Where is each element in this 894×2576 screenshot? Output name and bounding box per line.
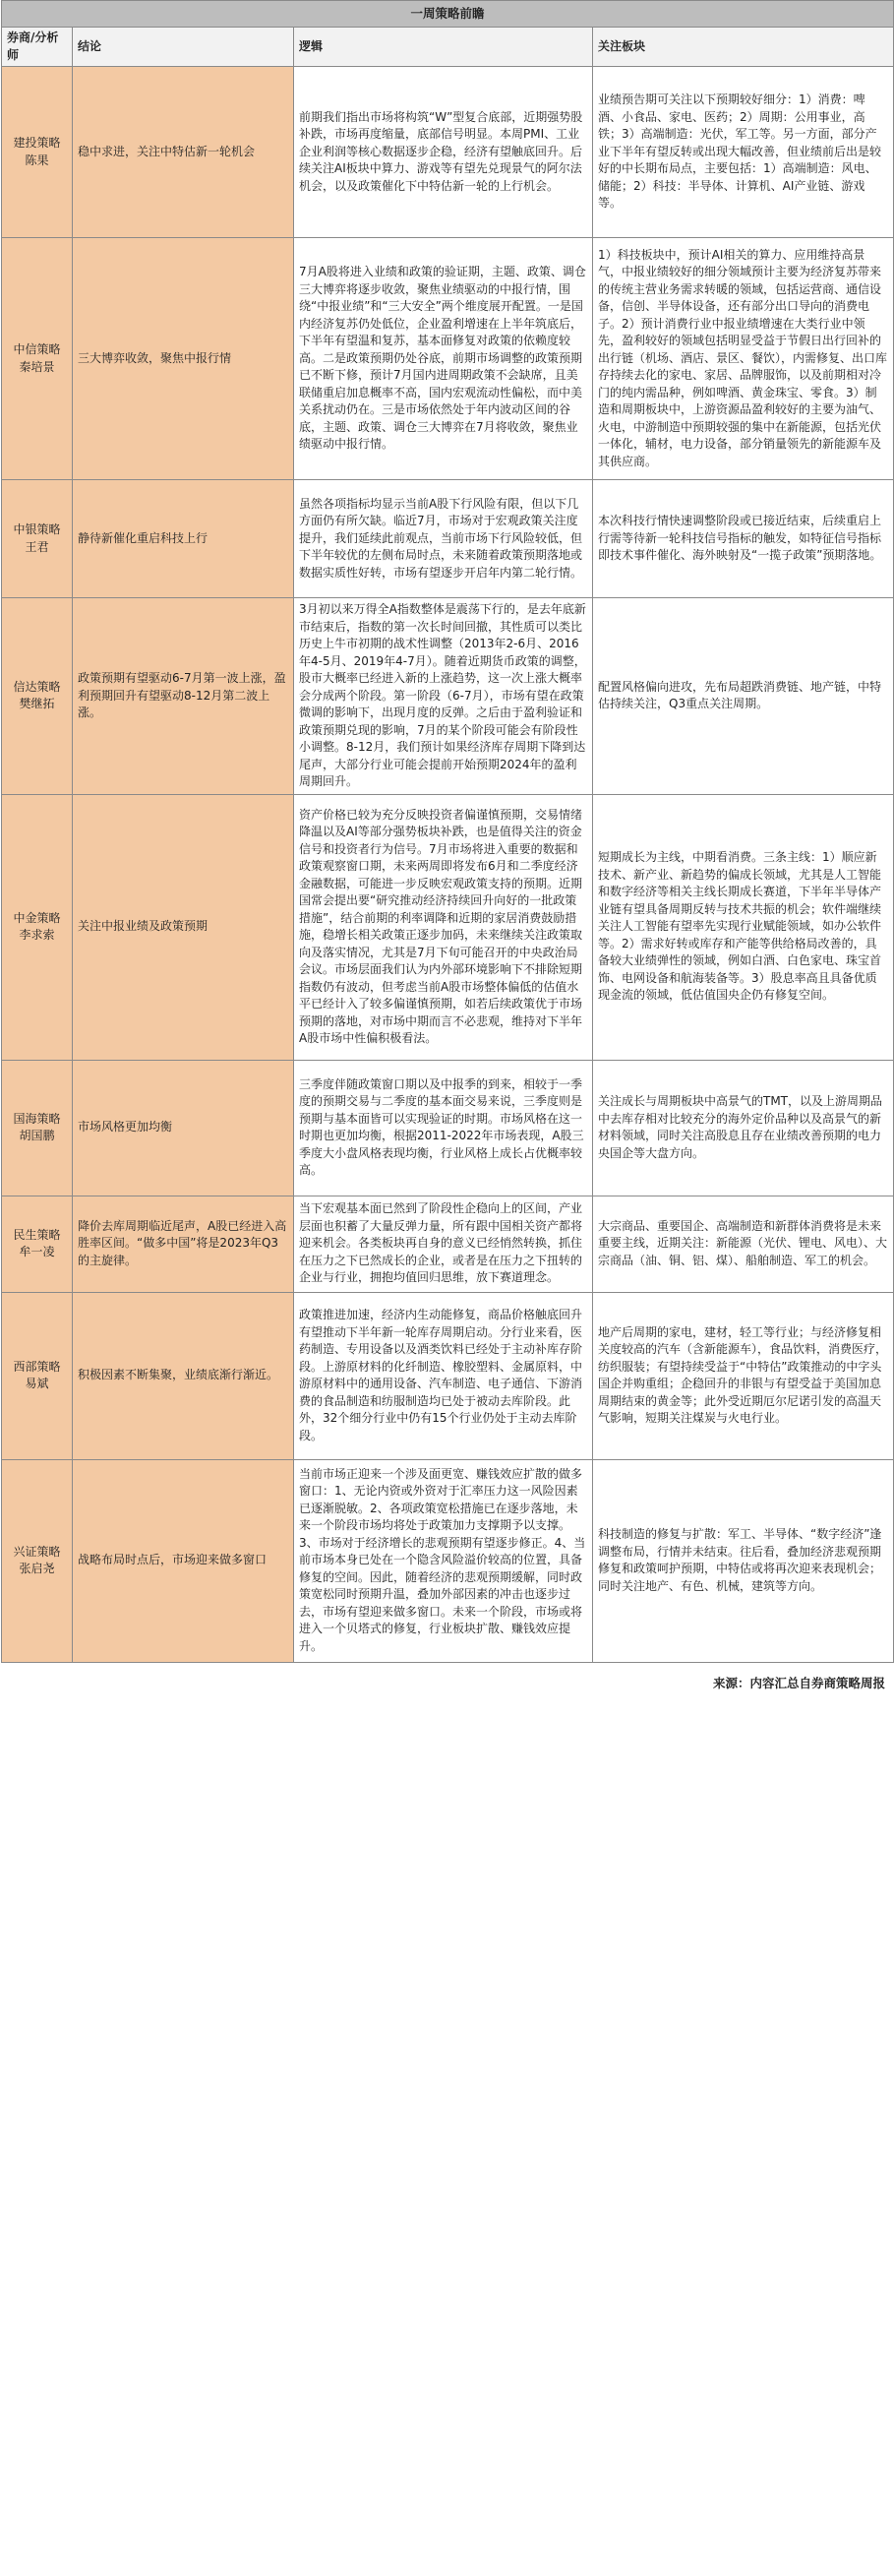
- table-row: [2, 1060, 894, 1196]
- conclusion-cell: 市场风格更加均衡: [73, 1060, 294, 1196]
- header-logic: 逻辑: [294, 28, 593, 67]
- analyst-name: 秦培景: [19, 359, 55, 374]
- conclusion-cell: 战略布局时点后，市场迎来做多窗口: [73, 1459, 294, 1662]
- logic-cell: 前期我们指出市场将构筑“W”型复合底部，近期强势股补跌，市场再度缩量，底部信号明显。本周PMI、工业企业利润等核心数据逐步企稳，经济有望触底回升。后续关注AI板块中算力、游戏等有望先兑现景气的阿尔法机会，以及政策催化下中特估新一轮的上行机会。: [294, 67, 593, 238]
- sectors-cell: 短期成长为主线，中期看消费。三条主线：1）顺应新技术、新产业、新趋势的偏成长领域，尤其是人工智能和数字经济等相关主线长期成长赛道，下半年半导体产业链有望具备周期反转与技术共振的机会；软件端继续关注人工智能有望率先实现行业赋能领域，如办公软件等。2）需求好转或库存和产能等供给格局改善的，具备较大业绩弹性的领域，例如白酒、白色家电、珠宝首饰、电网设备和航海装备等。3）股息率高且具备优质现金流的领域，低估值国央企仍有修复空间。: [593, 794, 894, 1060]
- analyst-name: 易斌: [25, 1377, 49, 1390]
- logic-cell: 当前市场正迎来一个涉及面更宽、赚钱效应扩散的做多窗口：1、无论内资或外资对于汇率压力这一风险因素已逐渐脱敏。2、各项政策宽松措施已在逐步落地，未来一个阶段市场均将处于政策加力支撑期予以支撑。3、市场对于经济增长的悲观预期有望逐步修正。4、当前市场本身已处在一个隐含风险溢价较高的位置，具备修复的空间。因此，随着经济的悲观预期缓解，同时政策宽松同时预期升温，叠加外部因素的冲击也逐步过去，市场有望迎来做多窗口。未来一个阶段，市场或将进入一个贝塔式的修复，行业板块扩散、赚钱效应提升。: [294, 1459, 593, 1662]
- firm-cell: [2, 1459, 73, 1662]
- firm-name: 信达策略: [13, 679, 61, 694]
- logic-cell: 政策推进加速，经济内生动能修复，商品价格触底回升有望推动下半年新一轮库存周期启动。分行业来看，医药制造、专用设备以及酒类饮料已经处于主动补库存阶段。上游原材料的化纤制造、橡胶塑料、金属原料，中游原材料中的通用设备、汽车制造、电子通信、下游消费的食品制造和纺服制造均已处于被动去库阶段。此外，32个细分行业中仍有15个行业仍处于主动去库阶段。: [294, 1292, 593, 1459]
- table-row: [2, 480, 894, 598]
- logic-cell: 资产价格已较为充分反映投资者偏谨慎预期，交易情绪降温以及AI等部分强势板块补跌，也是值得关注的资金信号和投资者行为信号。7月市场将进入重要的数据和政策观察窗口期，未来两周即将发布6月和二季度经济金融数据，可能进一步反映宏观政策支持的预期。近期国常会提出要“研究推动经济持续回升向好的一批政策措施”，结合前期的利率调降和近期的家居消费鼓励措施，稳增长相关政策正逐步加码，未来继续关注政策取向及落实情况，尤其是7月下旬可能召开的中央政治局会议。市场层面我们认为内外部环境影响下不排除短期指数仍有波动，但考虑当前A股市场整体偏低的估值水平已经计入了较多偏谨慎预期，如若后续政策优于市场预期的落地，对市场中期而言不必悲观，维持对下半年A股市场中性偏积极看法。: [294, 794, 593, 1060]
- conclusion-cell: 降价去库周期临近尾声，A股已经进入高胜率区间。“做多中国”将是2023年Q3的主旋律。: [73, 1196, 294, 1292]
- sectors-cell: 关注成长与周期板块中高景气的TMT，以及上游周期品中去库存相对比较充分的海外定价品种以及高景气的新材料领域，同时关注高股息且存在业绩改善预期的电力央国企等大盘方向。: [593, 1060, 894, 1196]
- analyst-name: 牟一凌: [19, 1245, 55, 1258]
- firm-name: 中金策略: [13, 910, 61, 925]
- sectors-cell: 1）科技板块中，预计AI相关的算力、应用维持高景气，中报业绩较好的细分领域预计主要为经济复苏带来的传统主营业务需求转暖的领域，包括运营商、通信设备，信创、半导体设备，还有部分出口导向的消费电子。2）预计消费行业中报业绩增速在大类行业中领先，盈利较好的领域包括明显受益于节假日出行回补的出行链（机场、酒店、景区、餐饮），内需修复、出口库存持续去化的家电、家居、品牌服饰，以及前期相对冷门的纯内需品种，例如啤酒、黄金珠宝、零食。3）制造和周期板块中，上游资源品盈利较好的主要为油气、火电，中游制造中预期较强的集中在新能源，包括光伏一体化，辅材，电力设备，部分销量领先的新能源车及其供应商。: [593, 238, 894, 480]
- conclusion-cell: 静待新催化重启科技上行: [73, 480, 294, 598]
- conclusion-cell: 三大博弈收敛，聚焦中报行情: [73, 238, 294, 480]
- firm-name: 中信策略: [13, 342, 61, 356]
- firm-name: 中银策略: [13, 522, 61, 536]
- header-firm: 券商/分析师: [2, 28, 73, 67]
- table-title-row: [2, 1, 894, 28]
- firm-name: 国海策略: [13, 1111, 61, 1126]
- analyst-name: 李求索: [19, 928, 55, 942]
- analyst-name: 张启尧: [19, 1562, 55, 1575]
- logic-cell: 当下宏观基本面已然到了阶段性企稳向上的区间，产业层面也积蓄了大量反弹力量，所有跟中国相关资产都将迎来机会。各类板块再自身的意义已经悄然转换，抓住在压力之下已然成长的企业，或者是在压力之下扭转的企业与行业，拥抱均值回归思维，放下赛道理念。: [294, 1196, 593, 1292]
- strategy-table: [1, 0, 894, 1663]
- strategy-summary-page: [1, 0, 893, 1704]
- sectors-cell: 大宗商品、重要国企、高端制造和新群体消费将是未来重要主线，近期关注：新能源（光伏、锂电、风电）、大宗商品（油、铜、铝、煤）、船舶制造、军工的机会。: [593, 1196, 894, 1292]
- sectors-cell: 地产后周期的家电，建材，轻工等行业；与经济修复相关度较高的汽车（含新能源车），食品饮料，消费医疗，纺织服装；有望持续受益于“中特估”政策推动的中字头国企并购重组；企稳回升的非银与有望受益于美国加息周期结束的黄金等；此外受近期厄尔尼诺引发的高温天气影响，短期关注煤炭与火电行业。: [593, 1292, 894, 1459]
- header-sectors: 关注板块: [593, 28, 894, 67]
- sectors-cell: 配置风格偏向进攻，先布局超跌消费链、地产链，中特估持续关注，Q3重点关注周期。: [593, 598, 894, 795]
- analyst-name: 陈果: [25, 153, 49, 167]
- conclusion-cell: 稳中求进，关注中特估新一轮机会: [73, 67, 294, 238]
- firm-name: 兴证策略: [13, 1544, 61, 1559]
- analyst-name: 王君: [25, 539, 49, 554]
- table-row: [2, 794, 894, 1060]
- firm-cell: [2, 794, 73, 1060]
- analyst-name: 樊继拓: [19, 697, 55, 711]
- table-header-row: [2, 28, 894, 67]
- logic-cell: 三季度伴随政策窗口期以及中报季的到来，相较于一季度的预期交易与二季度的基本面交易来说，三季度则是预期与基本面皆可以实现验证的时期。市场风格在这一时期也更加均衡，根据2011-2022年市场表现，A股三季度大小盘风格表现均衡，行业风格上成长占优概率较高。: [294, 1060, 593, 1196]
- logic-cell: 3月初以来万得全A指数整体是震荡下行的，是去年底新市结束后，指数的第一次长时间回撤，其性质可以类比历史上牛市初期的战术性调整（2013年2-6月、2016年4-5月、2019年4-7月）。随着近期货币政策的调整，股市大概率已经进入新的上涨趋势，这一次上涨大概率会分成两个阶段。第一阶段（6-7月），市场有望在政策微调的影响下，出现月度的反弹。之后由于盈利验证和政策预期兑现的影响，7月的某个阶段可能会有阶段性小调整。8-12月，我们预计如果经济库存周期下降到达尾声，大部分行业可能会提前开始预期2024年的盈利周期回升。: [294, 598, 593, 795]
- sectors-cell: 科技制造的修复与扩散：军工、半导体、“数字经济”逢调整布局，行情并未结束。往后看，叠加经济悲观预期修复和政策呵护预期，中特估或将再次迎来表现机会；同时关注地产、有色、机械，建筑等方向。: [593, 1459, 894, 1662]
- firm-cell: [2, 598, 73, 795]
- table-row: [2, 67, 894, 238]
- table-row: [2, 1459, 894, 1662]
- table-row: [2, 1292, 894, 1459]
- logic-cell: 7月A股将进入业绩和政策的验证期，主题、政策、调仓三大博弈将逐步收敛，聚焦业绩驱动的中报行情，围绕“中报业绩”和“三大安全”两个维度展开配置。一是国内经济复苏仍处低位，企业盈利增速在上半年筑底后，下半年有望温和复苏，基本面修复对政策的依赖度较高。二是政策预期仍处谷底，前期市场调整的政策预期已不断下修，预计7月国内进周期政策不会缺席，且美联储重启加息概率不高，国内宏观流动性偏松，而中美关系扰动仍在。三是市场依然处于年内波动区间的谷底，主题、政策、调仓三大博弈在7月将收敛，聚焦业绩驱动中报行情。: [294, 238, 593, 480]
- sectors-cell: 业绩预告期可关注以下预期较好细分：1）消费：啤酒、小食品、家电、医药；2）周期：公用事业，高铁；3）高端制造：光伏，军工等。另一方面，部分产业下半年有望反转或出现大幅改善，但业绩前后出是较好的中长期布局点，主要包括：1）高端制造：风电、储能；2）科技：半导体、计算机、AI产业链、游戏等。: [593, 67, 894, 238]
- firm-name: 西部策略: [13, 1359, 61, 1374]
- source-note: 来源：内容汇总自券商策略周报: [712, 1675, 885, 1690]
- logic-cell: 虽然各项指标均显示当前A股下行风险有限，但以下几方面仍有所欠缺。临近7月，市场对于宏观政策关注度提升，我们延续此前观点，当前市场下行风险较低，但下半年较优的左侧布局时点，未来随着政策预期落地或数据实质性好转，市场有望逐步开启年内第二轮行情。: [294, 480, 593, 598]
- analyst-name: 胡国鹏: [19, 1129, 55, 1142]
- firm-cell: [2, 1292, 73, 1459]
- firm-cell: [2, 1196, 73, 1292]
- table-row: [2, 1196, 894, 1292]
- table-title: 一周策略前瞻: [2, 1, 894, 28]
- firm-cell: [2, 480, 73, 598]
- conclusion-cell: 关注中报业绩及政策预期: [73, 794, 294, 1060]
- table-row: [2, 598, 894, 795]
- table-row: [2, 238, 894, 480]
- conclusion-cell: 积极因素不断集聚，业绩底渐行渐近。: [73, 1292, 294, 1459]
- firm-cell: [2, 67, 73, 238]
- firm-name: 建投策略: [13, 136, 61, 150]
- firm-cell: [2, 238, 73, 480]
- sectors-cell: 本次科技行情快速调整阶段或已接近结束，后续重启上行需等待新一轮科技信号指标的触发，如特征信号指标即技术事件催化、海外映射及“一揽子政策”预期落地。: [593, 480, 894, 598]
- firm-name: 民生策略: [13, 1227, 61, 1242]
- conclusion-cell: 政策预期有望驱动6-7月第一波上涨，盈利预期回升有望驱动8-12月第二波上涨。: [73, 598, 294, 795]
- source-table: [1, 1663, 893, 1704]
- header-conclusion: 结论: [73, 28, 294, 67]
- firm-cell: [2, 1060, 73, 1196]
